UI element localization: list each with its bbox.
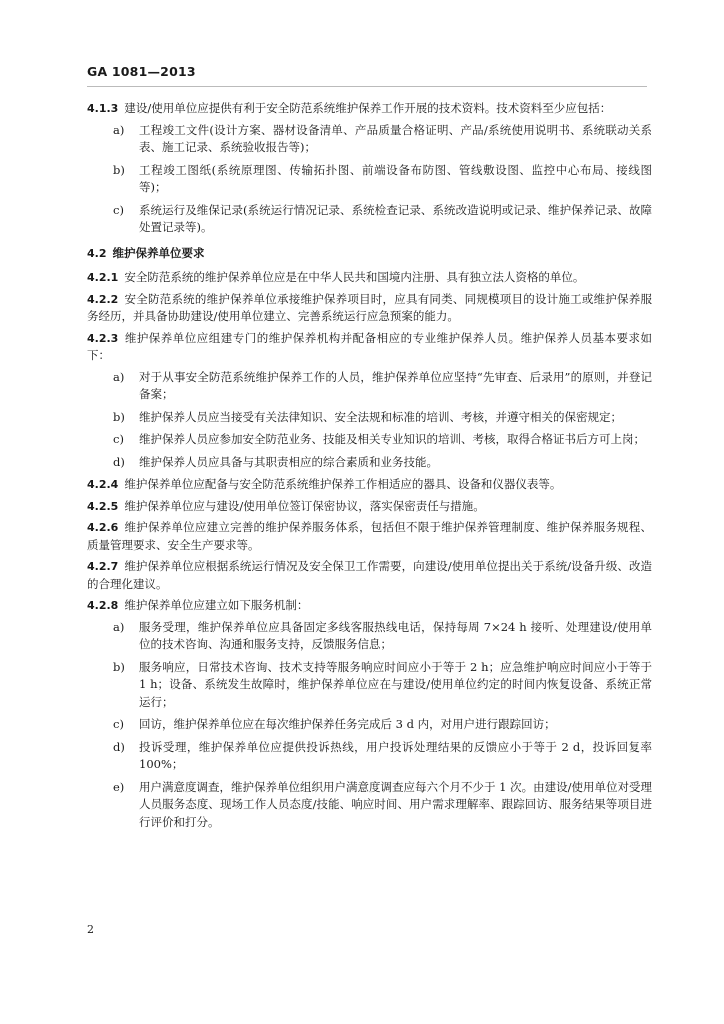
list-item — [87, 369, 652, 404]
clause-4-2-8 — [87, 597, 652, 615]
list-item — [87, 431, 652, 449]
clause-4-2-7 — [87, 558, 652, 593]
list-item — [87, 202, 652, 237]
list-label: d) — [113, 454, 125, 469]
list-label: b) — [113, 162, 125, 177]
section-number: 4.2 — [87, 246, 107, 260]
clause-text: 维护保养单位应建立如下服务机制： — [124, 598, 309, 612]
clause-4-2-3 — [87, 330, 652, 365]
list-text: 服务响应，日常技术咨询、技术支持等服务响应时间应小于等于 2 h；应急维护响应时间应小于等于 1 h；设备、系统发生故障时，维护保养单位应在与建设/使用单位约定的时间内恢复设备、系统正常运行； — [139, 659, 652, 709]
clause-number: 4.2.8 — [87, 599, 119, 612]
clause-text: 建设/使用单位应提供有利于安全防范系统维护保养工作开展的技术资料。技术资料至少应包括： — [124, 101, 612, 115]
clause-text: 维护保养单位应与建设/使用单位签订保密协议，落实保密责任与措施。 — [124, 498, 485, 513]
clause-4-2-2 — [87, 291, 652, 326]
list-item — [87, 619, 652, 654]
clause-4-2-5 — [87, 498, 652, 516]
document-body — [87, 100, 652, 836]
clause-number: 4.2.3 — [87, 331, 119, 345]
clause-4-1-3 — [87, 100, 652, 118]
clause-text: 维护保养单位应根据系统运行情况及安全保卫工作需要，向建设/使用单位提出关于系统/设备升级、改造的合理化建议。 — [87, 559, 652, 591]
list-item — [87, 739, 652, 774]
page-number: 2 — [87, 923, 94, 936]
standard-code-header: GA 1081—2013 — [87, 64, 196, 79]
list-text: 工程竣工图纸(系统原理图、传输拓扑图、前端设备布防图、管线敷设图、监控中心布局、接线图等)； — [139, 162, 652, 194]
list-text: 工程竣工文件(设计方案、器材设备清单、产品质量合格证明、产品/系统使用说明书、系统联动关系表、施工记录、系统验收报告等)； — [139, 122, 652, 154]
list-label: b) — [113, 409, 125, 424]
list-item — [87, 454, 652, 472]
list-label: e) — [113, 779, 125, 794]
clause-text: 维护保养单位应组建专门的维护保养机构并配备相应的专业维护保养人员。维护保养人员基本要求如下： — [87, 330, 652, 362]
clause-number: 4.2.1 — [87, 271, 119, 284]
list-label: a) — [113, 619, 125, 634]
clause-number: 4.2.4 — [87, 478, 119, 491]
list-text: 系统运行及维保记录(系统运行情况记录、系统检查记录、系统改造说明或记录、维护保养记录、故障处置记录等)。 — [139, 202, 652, 234]
list-label: d) — [113, 739, 125, 754]
list-item — [87, 659, 652, 712]
list-text: 投诉受理，维护保养单位应提供投诉热线，用户投诉处理结果的反馈应小于等于 2 d，投诉回复率 100%； — [139, 739, 652, 771]
clause-number: 4.2.7 — [87, 560, 119, 573]
list-label: a) — [113, 122, 125, 137]
list-item — [87, 779, 652, 832]
list-item — [87, 716, 652, 734]
list-label: c) — [113, 717, 124, 731]
clause-text: 安全防范系统的维护保养单位应是在中华人民共和国境内注册、具有独立法人资格的单位。 — [124, 270, 585, 284]
section-title: 维护保养单位要求 — [112, 245, 205, 260]
clause-4-2-1 — [87, 269, 652, 287]
clause-text: 维护保养单位应配备与安全防范系统维护保养工作相适应的器具、设备和仪器仪表等。 — [124, 477, 562, 491]
clause-4-2-4 — [87, 476, 652, 494]
list-label: c) — [113, 432, 124, 446]
clause-number: 4.2.2 — [87, 292, 119, 306]
clause-number: 4.2.5 — [87, 499, 119, 513]
list-label: c) — [113, 202, 124, 217]
clause-number: 4.1.3 — [87, 102, 119, 115]
clause-4-2-6 — [87, 519, 652, 554]
list-item — [87, 162, 652, 197]
list-text: 对于从事安全防范系统维护保养工作的人员，维护保养单位应坚持“先审查、后录用”的原则，并登记备案； — [139, 369, 652, 401]
header-rule — [87, 86, 647, 87]
clause-number: 4.2.6 — [87, 521, 119, 534]
list-item — [87, 409, 652, 427]
list-label: b) — [113, 659, 125, 674]
clause-text: 维护保养单位应建立完善的维护保养服务体系，包括但不限于维护保养管理制度、维护保养服务规程、质量管理要求、安全生产要求等。 — [87, 520, 652, 552]
clause-text: 安全防范系统的维护保养单位承接维护保养项目时，应具有同类、同规模项目的设计施工或维护保养服务经历，并具备协助建设/使用单位建立、完善系统运行应急预案的能力。 — [87, 291, 652, 323]
list-text: 回访，维护保养单位应在每次维护保养任务完成后 3 d 内，对用户进行跟踪回访； — [139, 717, 556, 731]
list-label: a) — [113, 369, 125, 384]
list-text: 维护保养人员应具备与其职责相应的综合素质和业务技能。 — [139, 454, 438, 469]
section-heading-4-2 — [87, 245, 652, 263]
list-text: 维护保养人员应当接受有关法律知识、安全法规和标准的培训、考核，并遵守相关的保密规定； — [139, 409, 622, 424]
list-text: 服务受理，维护保养单位应具备固定多线客服热线电话，保持每周 7×24 h 接听、处理建设/使用单位的技术咨询、沟通和服务支持，反馈服务信息； — [139, 619, 652, 651]
list-text: 维护保养人员应参加安全防范业务、技能及相关专业知识的培训、考核，取得合格证书后方可上岗； — [139, 432, 645, 446]
list-text: 用户满意度调查，维护保养单位组织用户满意度调查应每六个月不少于 1 次。由建设/使用单位对受理人员服务态度、现场工作人员态度/技能、响应时间、用户需求理解率、跟踪回访、服务结果等项目进行评价和打分。 — [139, 779, 652, 829]
list-item — [87, 122, 652, 157]
